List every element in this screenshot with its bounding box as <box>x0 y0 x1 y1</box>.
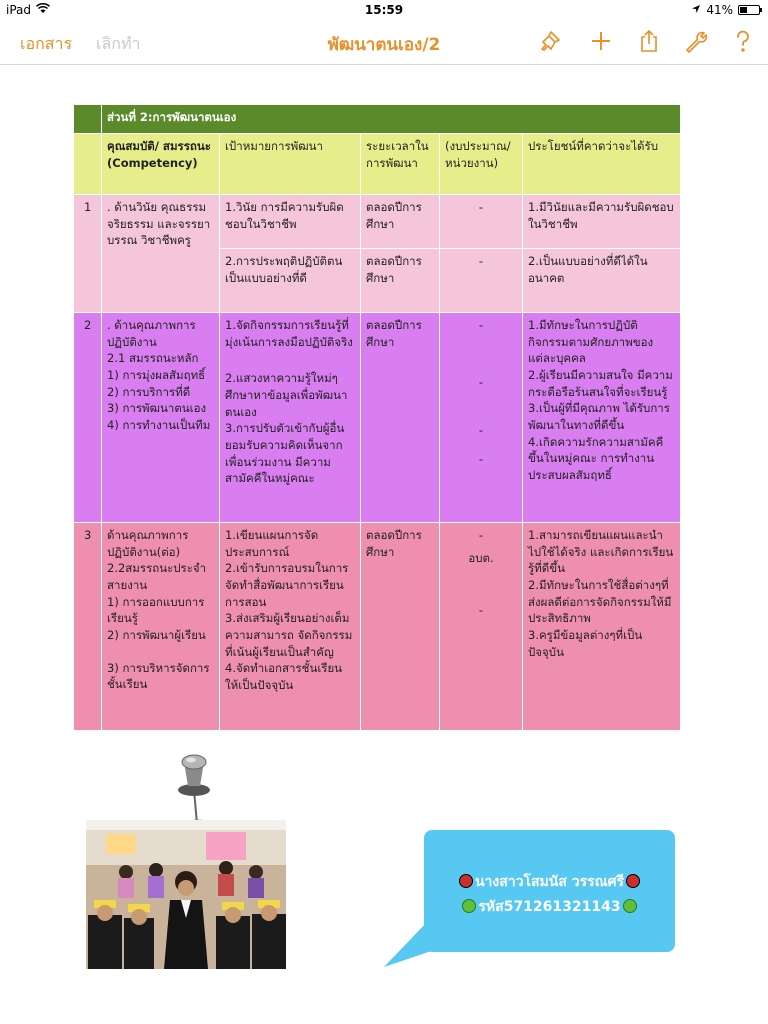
row-benefit <box>523 313 681 523</box>
help-icon[interactable] <box>730 28 756 54</box>
competency-line: 4) การทำงานเป็นทีม <box>107 418 211 433</box>
row-period: ตลอดปีการศึกษา <box>361 313 440 523</box>
row-goal <box>220 523 361 731</box>
competency-line: 3) การพัฒนาตนเอง <box>107 401 207 416</box>
format-brush-icon[interactable] <box>537 28 563 54</box>
competency-line: 2.2สมรรถนะประจำสายงาน <box>107 561 207 593</box>
row-goal <box>220 313 361 523</box>
author-name: นางสาวโสมนัส วรรณศรี <box>474 874 625 890</box>
row-budget <box>440 523 523 731</box>
benefit-line: 1.สามารถเขียนแผนและนำไปใช้ได้จริง และเกิดการเรียนรู้ที่ดีขึ้น <box>528 528 674 576</box>
row-benefit: 1.มีวินัยและมีความรับผิดชอบในวิชาชีพ <box>523 195 681 249</box>
row-benefit <box>523 523 681 731</box>
bubble-text <box>424 870 675 919</box>
table-row <box>74 523 681 731</box>
row-competency <box>102 313 220 523</box>
photo-illustration <box>86 820 286 969</box>
development-plan-table[interactable] <box>73 104 681 731</box>
row-budget <box>440 313 523 523</box>
wrench-icon[interactable] <box>683 28 709 54</box>
benefit-line: 3.ครูมีข้อมูลต่างๆที่เป็นปัจจุบัน <box>528 628 643 659</box>
status-time: 15:59 <box>364 3 404 17</box>
row-competency <box>102 523 220 731</box>
budget-line: อบต. <box>468 550 494 565</box>
student-code-line <box>424 895 675 920</box>
row-goal: 2.การประพฤติปฏิบัติตนเป็นแบบอย่างที่ดี <box>220 249 361 313</box>
competency-line: 1) การมุ่งผลสัมฤทธิ์ <box>107 368 206 383</box>
row-number: 2 <box>74 313 102 523</box>
location-icon <box>691 3 701 17</box>
table-cell <box>74 105 102 134</box>
battery-percent: 41% <box>706 3 733 17</box>
frog-icon <box>462 899 476 913</box>
header-period: ระยะเวลาในการพัฒนา <box>361 134 440 195</box>
budget-line: - <box>478 528 484 542</box>
goal-line: 1.จัดกิจกรรมการเรียนรู้ที่มุ่งเน้นการลงมือปฏิบัติจริง <box>225 318 353 349</box>
ladybug-icon <box>626 874 640 888</box>
table-row <box>74 313 681 523</box>
row-period: ตลอดปีการศึกษา <box>361 249 440 313</box>
ladybug-icon <box>459 874 473 888</box>
row-competency: . ด้านวินัย คุณธรรม จริยธรรม และจรรยาบรรณ วิชาชีพครู <box>102 195 220 313</box>
budget-line: - <box>478 318 484 332</box>
goal-line: 4.จัดทำเอกสารชั้นเรียนให้เป็นปัจจุบัน <box>225 661 343 693</box>
benefit-line: 2.ผู้เรียนมีความสนใจ มีความกระตือรือร้นสนใจที่จะเรียนรู้ <box>528 368 673 399</box>
undo-button[interactable]: เลิกทำ <box>96 34 141 53</box>
frog-icon <box>623 899 637 913</box>
benefit-line: 2.มีทักษะในการใช้สื่อต่างๆที่ส่งผลดีต่อการจัดกิจกรรมให้มีประสิทธิภาพ <box>528 578 672 626</box>
classroom-photo[interactable] <box>86 820 286 969</box>
competency-line: . ด้านคุณภาพการปฏิบัติงาน <box>107 318 196 349</box>
header-benefit: ประโยชน์ที่คาดว่าจะได้รับ <box>523 134 681 195</box>
battery-level <box>740 7 747 13</box>
table-title-row <box>74 105 681 134</box>
goal-line: 1.เขียนแผนการจัดประสบการณ์ <box>225 528 319 559</box>
header-budget: (งบประมาณ/หน่วยงาน) <box>440 134 523 195</box>
pushpin-icon <box>164 750 224 830</box>
status-right <box>691 3 760 17</box>
competency-line: 1) การออกแบบการเรียนรู้ <box>107 594 205 626</box>
student-code: รหัส571261321143 <box>478 898 621 915</box>
competency-line: 2) การพัฒนาผู้เรียน <box>107 628 206 643</box>
row-goal: 1.วินัย การมีความรับผิดชอบในวิชาชีพ <box>220 195 361 249</box>
benefit-line: 3.เป็นผู้ที่มีคุณภาพ ได้รับการพัฒนาในทางที่ดีขึ้น <box>528 401 670 433</box>
speech-bubble[interactable] <box>424 830 675 952</box>
add-icon[interactable] <box>588 28 614 54</box>
row-benefit: 2.เป็นแบบอย่างที่ดีได้ในอนาคต <box>523 249 681 313</box>
document-title[interactable]: พัฒนาตนเอง/2 <box>327 35 441 55</box>
competency-line: 3) การบริหารจัดการชั้นเรียน <box>107 660 210 692</box>
table-title: ส่วนที่ 2:การพัฒนาตนเอง <box>102 105 681 134</box>
budget-line: - <box>478 374 484 389</box>
device-name: iPad <box>6 3 32 17</box>
toolbar <box>0 20 768 65</box>
table-header <box>74 134 102 195</box>
header-competency: คุณสมบัติ/ สมรรถนะ (Competency) <box>102 134 220 195</box>
budget-line: - <box>478 423 484 438</box>
benefit-line: 1.มีทักษะในการปฏิบัติกิจกรรมตามศักยภาพของแต่ละบุคคล <box>528 318 654 366</box>
goal-line: 2.เข้ารับการอบรมในการจัดทำสื่อพัฒนาการเรียนการสอน <box>225 561 349 609</box>
budget-line: - <box>478 603 484 618</box>
header-goal: เป้าหมายการพัฒนา <box>220 134 361 195</box>
documents-button[interactable]: เอกสาร <box>20 34 73 53</box>
status-bar <box>0 0 768 20</box>
table-row <box>74 195 681 249</box>
row-period: ตลอดปีการศึกษา <box>361 523 440 731</box>
share-icon[interactable] <box>636 28 662 54</box>
row-budget: - <box>440 249 523 313</box>
goal-line: 3.การปรับตัวเข้ากับผู้อื่น ยอมรับความคิดเห็นจากเพื่อนร่วมงาน มีความสามัคคีในหมู่คณะ <box>225 421 345 486</box>
battery-icon <box>738 5 760 15</box>
author-name-line <box>424 870 675 895</box>
competency-line: ด้านคุณภาพการปฏิบัติงาน(ต่อ) <box>107 528 189 559</box>
table-header-row <box>74 134 681 195</box>
goal-line: 3.ส่งเสริมผู้เรียนอย่างเต็มความสามารถ จัดกิจกรรมที่เน้นผู้เรียนเป็นสำคัญ <box>225 611 353 659</box>
goal-line: 2.แสวงหาความรู้ใหม่ๆ ศึกษาหาข้อมูลเพื่อพัฒนาตนเอง <box>225 371 348 419</box>
competency-line: 2) การบริการที่ดี <box>107 384 191 399</box>
competency-line: 2.1 สมรรถนะหลัก <box>107 351 199 366</box>
row-period: ตลอดปีการศึกษา <box>361 195 440 249</box>
budget-line: - <box>478 452 484 467</box>
row-number: 1 <box>74 195 102 313</box>
row-budget: - <box>440 195 523 249</box>
benefit-line: 4.เกิดความรักความสามัคคีขึ้นในหมู่คณะ การทำงานประสบผลสัมฤทธิ์ <box>528 434 664 483</box>
row-number: 3 <box>74 523 102 731</box>
